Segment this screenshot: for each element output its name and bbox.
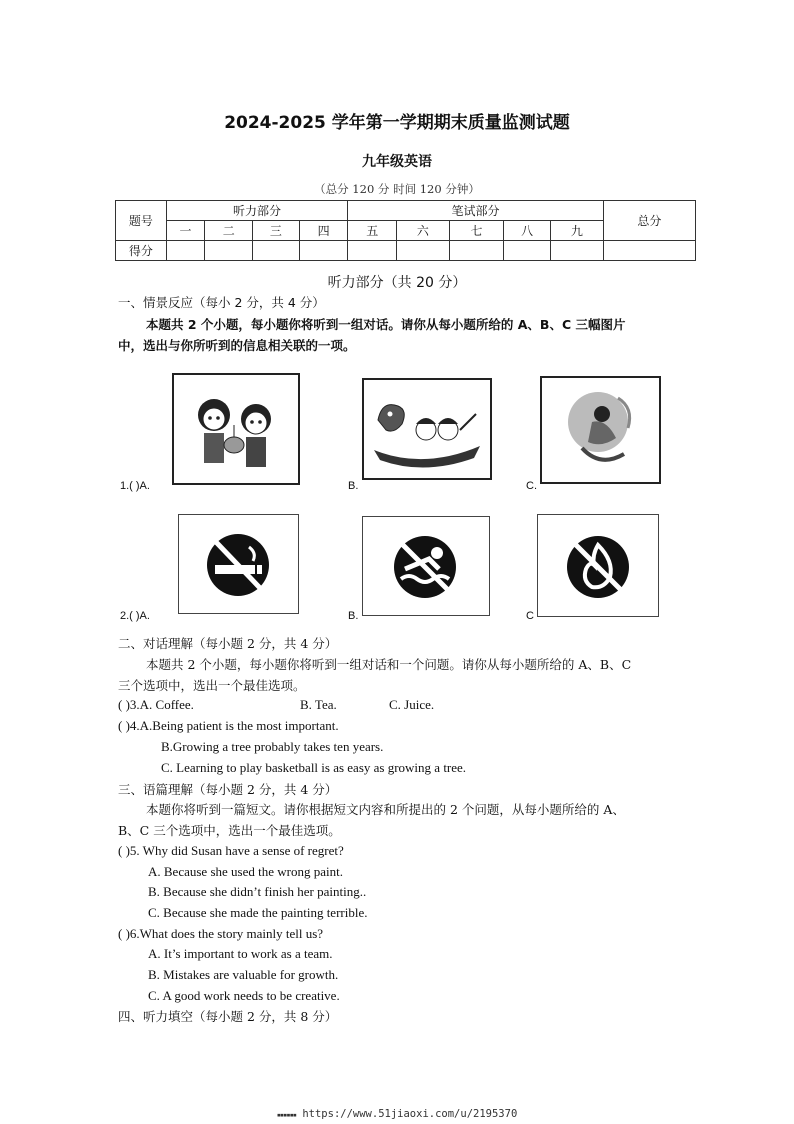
q5-option-c: C. Because she made the painting terrible. <box>148 905 368 920</box>
q6-option-b: B. Mistakes are valuable for growth. <box>148 967 339 982</box>
footer-link[interactable]: https://www.51jiaoxi.com/u/2195370 <box>302 1108 518 1120</box>
q2-option-a-image <box>178 514 299 614</box>
score-cell[interactable] <box>205 241 253 261</box>
q4-option-c: C. Learning to play basketball is as easy as growing a tree. <box>161 760 467 775</box>
score-cell[interactable] <box>397 241 450 261</box>
col-header: 题号 <box>116 201 167 241</box>
q2-option-b-image <box>362 516 490 616</box>
moon-goddess-icon <box>542 378 659 482</box>
score-cell[interactable] <box>348 241 397 261</box>
q5-stem: ( )5. Why did Susan have a sense of regret? <box>118 843 344 858</box>
num-cell: 九 <box>551 221 604 241</box>
q2-option-c-image <box>537 514 659 617</box>
q2-label-b: B. <box>348 610 359 622</box>
score-cell[interactable] <box>299 241 348 261</box>
num-cell: 三 <box>253 221 300 241</box>
listening-header: 听力部分 <box>166 201 348 221</box>
q6-stem: ( )6.What does the story mainly tell us? <box>118 926 324 941</box>
footer-url <box>0 1108 794 1120</box>
part3-heading: 三、语篇理解（每小题 2 分，共 4 分） <box>118 782 338 797</box>
q5-option-a: A. Because she used the wrong paint. <box>148 864 343 879</box>
q1-label-c: C. <box>526 480 537 492</box>
part1-instruction-line2: 中，选出与你所听到的信息相关联的一项。 <box>118 338 356 353</box>
num-cell: 二 <box>205 221 253 241</box>
exam-title: 2024-2025 学年第一学期期末质量监测试题 <box>224 113 570 133</box>
q5-option-b: B. Because she didn’t finish her painting.. <box>148 884 367 899</box>
part2-heading: 二、对话理解（每小题 2 分，共 4 分） <box>118 636 338 651</box>
part3-instruction-line1: 本题你将听到一篇短文。请你根据短文内容和所提出的 2 个问题，从每小题所给的 A、 <box>146 802 625 817</box>
num-cell: 八 <box>504 221 551 241</box>
score-table <box>115 200 696 261</box>
no-fire-icon <box>538 515 658 616</box>
q6-option-c: C. A good work needs to be creative. <box>148 988 340 1003</box>
score-cell[interactable] <box>449 241 504 261</box>
part1-heading: 一、情景反应（每小 2 分，共 4 分） <box>118 295 325 310</box>
q6-option-a: A. It’s important to work as a team. <box>148 946 333 961</box>
score-row-label: 得分 <box>116 241 167 261</box>
part1-instruction-line1: 本题共 2 个小题，每小题你将听到一组对话。请你从每小题所给的 A、B、C 三幅图片 <box>146 317 626 332</box>
q1-number-a: 1.( )A. <box>120 480 150 492</box>
score-cell[interactable] <box>603 241 695 261</box>
no-smoking-icon <box>179 515 298 613</box>
q3-option-a: ( )3.A. Coffee. <box>118 697 194 712</box>
dragon-boat-icon <box>364 380 490 478</box>
score-cell[interactable] <box>253 241 300 261</box>
score-cell[interactable] <box>504 241 551 261</box>
q2-number-a: 2.( )A. <box>120 610 150 622</box>
num-cell: 四 <box>299 221 348 241</box>
q3-option-c: C. Juice. <box>389 697 435 712</box>
q4-option-b: B.Growing a tree probably takes ten years. <box>161 739 384 754</box>
part2-instruction-line1: 本题共 2 个小题，每小题你将听到一组对话和一个问题。请你从每小题所给的 A、B、C <box>146 657 632 672</box>
exam-subtitle: 九年级英语 <box>362 154 432 170</box>
writing-header: 笔试部分 <box>348 201 603 221</box>
score-cell[interactable] <box>166 241 205 261</box>
lantern-festival-icon <box>174 375 298 483</box>
q1-label-b: B. <box>348 480 359 492</box>
section-listening-title: 听力部分（共 20 分） <box>327 275 467 291</box>
part2-instruction-line2: 三个选项中，选出一个最佳选项。 <box>118 678 306 693</box>
num-cell: 七 <box>449 221 504 241</box>
num-cell: 六 <box>397 221 450 241</box>
q4-option-a: ( )4.A.Being patient is the most important. <box>118 718 339 733</box>
q3-option-b: B. Tea. <box>300 697 337 712</box>
q1-option-c-image <box>540 376 661 484</box>
q1-option-b-image <box>362 378 492 480</box>
num-cell: 五 <box>348 221 397 241</box>
q1-option-a-image <box>172 373 300 485</box>
footer-mark: ▪▪▪▪▪▪ <box>276 1111 297 1119</box>
total-header: 总分 <box>603 201 695 241</box>
exam-meta: （总分 120 分 时间 120 分钟） <box>314 182 480 196</box>
part3-instruction-line2: B、C 三个选项中，选出一个最佳选项。 <box>118 823 341 838</box>
part4-heading: 四、听力填空（每小题 2 分，共 8 分） <box>118 1009 338 1024</box>
num-cell: 一 <box>166 221 205 241</box>
score-cell[interactable] <box>551 241 604 261</box>
no-swimming-icon <box>363 517 489 615</box>
q2-label-c: C <box>526 610 534 622</box>
